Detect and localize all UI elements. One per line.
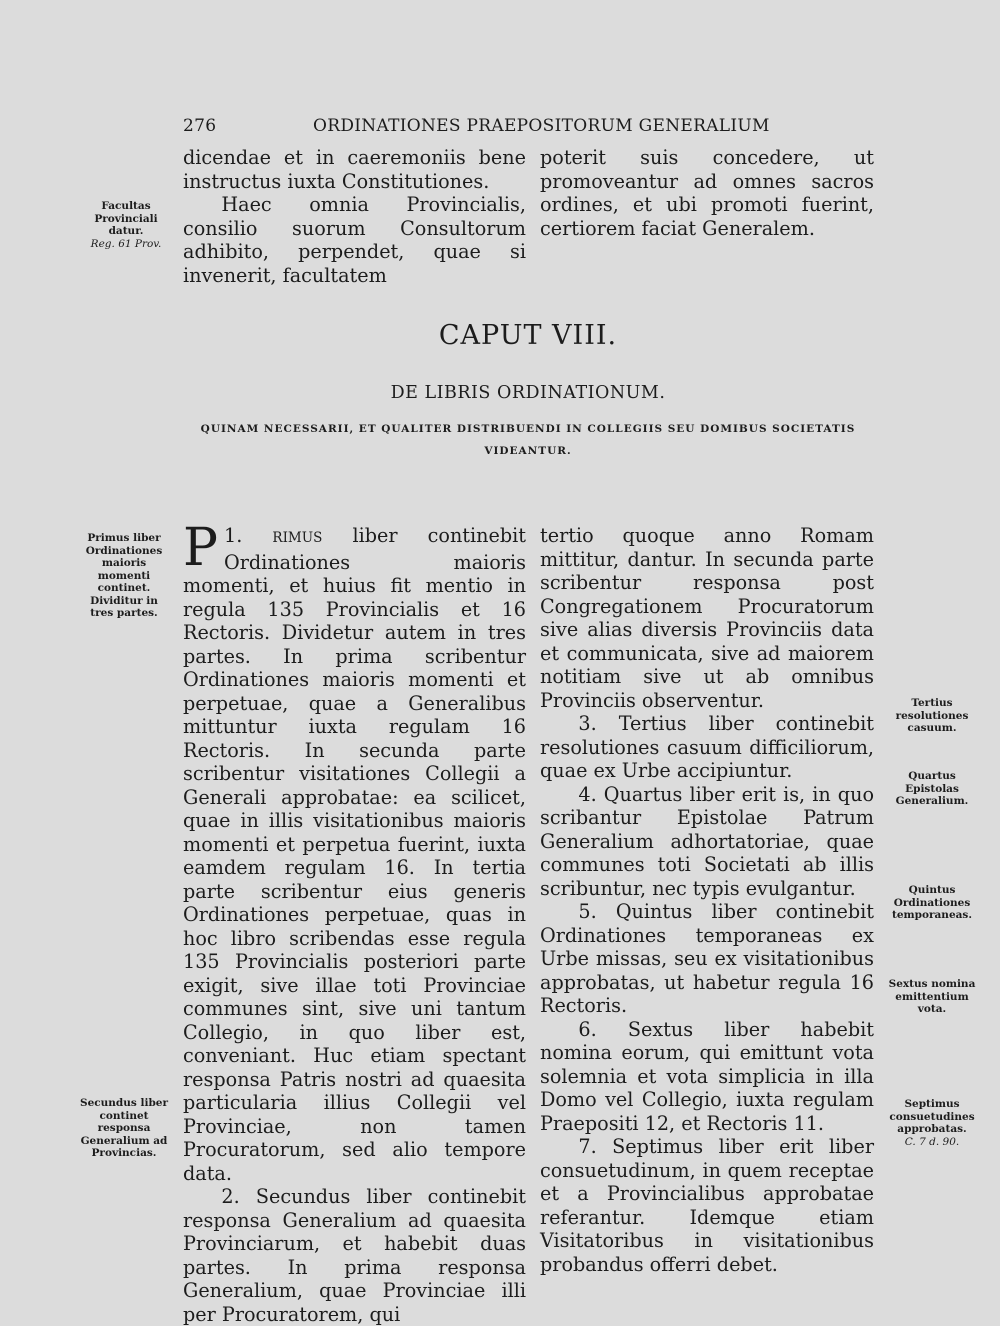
margin-note-quintus — [884, 884, 980, 922]
margin-note-text: Tertius resolutiones casuum. — [895, 697, 969, 734]
margin-note-ref: C. 7 d. 90. — [904, 1135, 960, 1148]
paragraph: poterit suis concedere, ut promoveantur ad omnes sacros ordines, et ubi promoti fuerint, certiorem faciat Generalem. — [540, 146, 874, 240]
margin-note-text: Quintus Ordinationes temporaneas. — [891, 884, 972, 921]
margin-note-text: Quartus Epistolas Generalium. — [895, 770, 969, 807]
margin-note-septimus — [884, 1098, 980, 1148]
paragraph-2: 2. Secundus liber continebit responsa Generalium ad quaesita Provinciarum, et habebit duas partes. In prima responsa Generalium, quae Provinciae illi per Procuratorem, qui — [183, 1185, 526, 1326]
paragraph-3: 3. Tertius liber continebit resolutiones casuum difficiliorum, quae ex Urbe accipiuntur. — [540, 712, 874, 782]
margin-note-facultas — [80, 200, 172, 250]
chapter-title: CAPUT VIII. — [438, 320, 618, 351]
paragraph-2-continued: tertio quoque anno Romam mittitur, dantur. In secunda parte scribentur responsa post Congregationem Procuratorum sive alias diversis Provinciis data et communicata, sive ad maiorem notitiam sive ut ab omnibus Provinciis observentur. — [540, 524, 874, 712]
paragraph-6: 6. Sextus liber habebit nomina eorum, qui emittunt vota solemnia et vota simplicia in illa Domo vel Collegio, iuxta regulam Praepositi 12, et Rectoris 11. — [540, 1017, 874, 1135]
margin-note-text: Sextus nomina emittentium vota. — [888, 978, 976, 1015]
margin-note-text: Facultas Provinciali datur. — [94, 200, 158, 237]
margin-note-text: Secundus liber continet responsa Generalium ad Provincias. — [80, 1097, 168, 1159]
margin-note-ref: Reg. 61 Prov. — [90, 237, 162, 250]
paragraph-1 — [183, 518, 526, 1185]
margin-note-tertius — [884, 697, 980, 735]
paragraph-5: 5. Quintus liber continebit Ordinationes temporaneas ex Urbe missas, seu ex visitationibus approbatas, ut habetur regula 16 Rectoris. — [540, 900, 874, 1017]
margin-note-secundus — [78, 1097, 170, 1160]
paragraph: Haec omnia Provincialis, consilio suorum Consultorum adhibito, perpendet, quae si invenerit, facultatem — [183, 193, 526, 287]
running-title: ORDINATIONES PRAEPOSITORUM GENERALIUM — [313, 116, 770, 136]
chapter-description: QUINAM NECESSARII, ET QUALITER DISTRIBUENDI IN COLLEGIIS SEU DOMIBUS SOCIETATIS VIDEANTUR. — [200, 423, 856, 457]
paragraph-text: liber continebit Ordinationes maioris momenti, et huius fit mentio in regula 135 Provincialis et 16 Rectoris. Dividetur autem in tres partes. In prima scribentur Ordinationes maioris momenti et perpetuae, quae a Generalibus mittuntur iuxta regulam 16 Rectoris. In secunda parte scribentur visitationes Collegii a Generali approbatae: ea scilicet, quae in illis visitationibus maioris momenti et perpetua fuerint, iuxta eamdem regulam 16. In tertia parte scribentur eius generis Ordinationes perpetuae, quas in hoc libro scribendas esse regula 135 Provincialis posteriori parte exigit, sive illae toti Provinciae communes sint, sive uni tantum Collegio, in quo liber est, conveniant. Huc etiam spectant responsa Patris nostri ad quaesita particularia illius Collegii vel Provinciae, non tamen Procuratorum, sed alio tempore data. — [183, 524, 526, 1185]
paragraph-4: 4. Quartus liber erit is, in quo scribantur Epistolae Patrum Generalium adhortatoriae, quae communes toti Societati ab illis scribuntur, nec typis evulgantur. — [540, 782, 874, 900]
margin-note-quartus — [884, 770, 980, 808]
paragraph: dicendae et in caeremoniis bene instructus iuxta Constitutiones. — [183, 146, 526, 193]
paragraph-7: 7. Septimus liber erit liber consuetudinum, in quem receptae et a Provincialibus approbatae referantur. Idemque etiam Visitatoribus in visitationibus probandus offerri debet. — [540, 1135, 874, 1276]
small-caps-word: RIMUS — [272, 530, 323, 546]
margin-note-sextus — [884, 978, 980, 1016]
body-right-column — [540, 524, 874, 1276]
top-right-column — [540, 146, 874, 240]
drop-cap: P — [183, 518, 218, 578]
margin-note-primus — [78, 532, 170, 620]
top-left-column — [183, 146, 526, 287]
chapter-subtitle: DE LIBRIS ORDINATIONUM. — [390, 383, 666, 403]
margin-note-text: Primus liber Ordinationes maioris momenti continet. Dividitur in tres partes. — [85, 532, 163, 619]
page-number: 276 — [183, 116, 217, 136]
paragraph-number: 1. — [224, 524, 273, 547]
margin-note-text: Septimus consuetudines approbatas. — [889, 1098, 975, 1135]
body-left-column — [183, 518, 526, 1326]
